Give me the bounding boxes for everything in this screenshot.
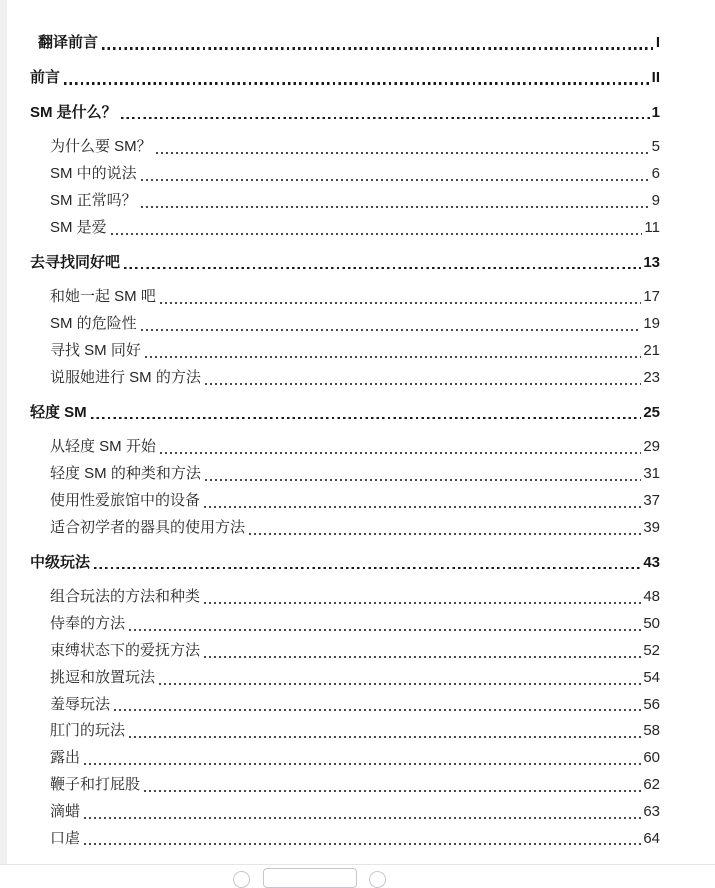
toc-entry-label: 去寻找同好吧 bbox=[30, 253, 121, 271]
toc-entry-row[interactable] bbox=[30, 745, 660, 772]
toc-entry-row[interactable] bbox=[30, 215, 660, 242]
toc-leader-dots bbox=[111, 233, 643, 235]
toc-entry-row[interactable] bbox=[30, 826, 660, 853]
toc-entry-page-number: 25 bbox=[643, 403, 660, 421]
toc-leader-dots bbox=[114, 709, 641, 711]
toc-leader-dots bbox=[204, 506, 641, 508]
toc-leader-dots bbox=[84, 843, 641, 845]
toc-entry-row[interactable] bbox=[30, 515, 660, 542]
toc-entry-page-number: 19 bbox=[643, 315, 660, 333]
toc-entry-row[interactable] bbox=[30, 461, 660, 488]
toc-entry-page-number: 56 bbox=[643, 695, 660, 713]
toc-entry-page-number: 48 bbox=[643, 588, 660, 606]
toc-leader-dots bbox=[141, 329, 642, 331]
toc-entry-page-number: 60 bbox=[643, 749, 660, 767]
toc-entry-row[interactable] bbox=[30, 188, 660, 215]
toc-entry-row[interactable] bbox=[30, 488, 660, 515]
toc-entry-row[interactable] bbox=[30, 400, 660, 427]
toc-entry-page-number: 37 bbox=[643, 491, 660, 509]
toc-entry-label: 从轻度 SM 开始 bbox=[50, 438, 156, 456]
toc-leader-dots bbox=[145, 356, 641, 358]
toc-leader-dots bbox=[91, 417, 642, 419]
toc-entry-label: SM 是什么？ bbox=[30, 103, 117, 121]
reader-footer-bar bbox=[0, 864, 715, 878]
toc-entry-label: 为什么要 SM？ bbox=[50, 138, 152, 156]
toc-leader-dots bbox=[156, 152, 650, 154]
toc-leader-dots bbox=[102, 47, 654, 49]
toc-entry-page-number: 9 bbox=[651, 191, 660, 209]
toc-entry-row[interactable] bbox=[30, 338, 660, 365]
toc-entry-row[interactable] bbox=[30, 250, 660, 277]
toc-entry-label: 寻找 SM 同好 bbox=[50, 341, 141, 359]
toc-entry-page-number: 54 bbox=[643, 668, 660, 686]
toc-entry-row[interactable] bbox=[30, 772, 660, 799]
next-page-button[interactable] bbox=[369, 871, 386, 888]
toc-entry-row[interactable] bbox=[30, 665, 660, 692]
toc-entry-row[interactable] bbox=[30, 284, 660, 311]
toc-entry-page-number: 52 bbox=[643, 641, 660, 659]
toc-entry-page-number: 13 bbox=[643, 253, 660, 271]
toc-entry-label: 中级玩法 bbox=[30, 553, 91, 571]
page-number-input[interactable] bbox=[263, 868, 357, 888]
toc-entry-page-number: 43 bbox=[643, 553, 660, 571]
toc-entry-label: 说服她进行 SM 的方法 bbox=[50, 368, 201, 386]
toc-entry-row[interactable] bbox=[30, 434, 660, 461]
toc-leader-dots bbox=[84, 817, 641, 819]
toc-entry-label: 挑逗和放置玩法 bbox=[50, 668, 156, 686]
toc-entry-row[interactable] bbox=[30, 718, 660, 745]
toc-entry-page-number: 11 bbox=[644, 218, 660, 236]
toc-leader-dots bbox=[205, 479, 641, 481]
toc-entry-label: 滴蜡 bbox=[50, 802, 81, 820]
toc-leader-dots bbox=[141, 206, 650, 208]
toc-entry-label: SM 正常吗？ bbox=[50, 191, 137, 209]
toc-leader-dots bbox=[205, 383, 641, 385]
toc-entry-page-number: 50 bbox=[643, 615, 660, 633]
toc-entry-page-number: 64 bbox=[643, 829, 660, 847]
toc-entry-row[interactable] bbox=[30, 611, 660, 638]
toc-entry-label: 口虐 bbox=[50, 829, 81, 847]
toc-leader-dots bbox=[204, 602, 641, 604]
toc-entry-label: 轻度 SM bbox=[30, 403, 87, 421]
toc-entry-label: SM 是爱 bbox=[50, 218, 107, 236]
toc-entry-row[interactable] bbox=[30, 30, 660, 57]
toc-leader-dots bbox=[249, 533, 641, 535]
toc-entry-label: SM 中的说法 bbox=[50, 165, 137, 183]
toc-leader-dots bbox=[160, 302, 641, 304]
toc-entry-row[interactable] bbox=[30, 365, 660, 392]
toc-entry-row[interactable] bbox=[30, 638, 660, 665]
toc-leader-dots bbox=[94, 567, 641, 569]
toc-entry-label: 肛门的玩法 bbox=[50, 722, 126, 740]
toc-leader-dots bbox=[144, 790, 641, 792]
toc-leader-dots bbox=[124, 267, 641, 269]
toc-entry-row[interactable] bbox=[30, 65, 660, 92]
toc-entry-row[interactable] bbox=[30, 134, 660, 161]
toc-entry-page-number: 39 bbox=[643, 518, 660, 536]
toc-entry-row[interactable] bbox=[30, 161, 660, 188]
toc-leader-dots bbox=[159, 683, 641, 685]
toc-entry-page-number: 62 bbox=[643, 775, 660, 793]
toc-entry-page-number: 17 bbox=[643, 288, 660, 306]
toc-entry-row[interactable] bbox=[30, 584, 660, 611]
toc-entry-page-number: 63 bbox=[643, 802, 660, 820]
toc-entry-page-number: 21 bbox=[643, 341, 660, 359]
toc-entry-label: 翻译前言 bbox=[38, 34, 99, 51]
toc-entry-label: 羞辱玩法 bbox=[50, 695, 111, 713]
toc-entry-label: SM 的危险性 bbox=[50, 315, 137, 333]
previous-page-button[interactable] bbox=[233, 871, 250, 888]
toc-entry-label: 前言 bbox=[30, 68, 61, 86]
toc-leader-dots bbox=[84, 763, 641, 765]
toc-entry-label: 使用性爱旅馆中的设备 bbox=[50, 491, 201, 509]
toc-entry-row[interactable] bbox=[30, 799, 660, 826]
toc-leader-dots bbox=[141, 179, 650, 181]
toc-entry-page-number: 29 bbox=[643, 438, 660, 456]
toc-entry-page-number: 23 bbox=[643, 368, 660, 386]
toc-entry-page-number: 5 bbox=[651, 138, 660, 156]
toc-entry-row[interactable] bbox=[30, 311, 660, 338]
toc-leader-dots bbox=[129, 629, 641, 631]
toc-entry-row[interactable] bbox=[30, 100, 660, 127]
toc-entry-page-number: II bbox=[651, 68, 660, 86]
toc-entry-row[interactable] bbox=[30, 692, 660, 719]
toc-entry-label: 侍奉的方法 bbox=[50, 615, 126, 633]
toc-entry-label: 组合玩法的方法和种类 bbox=[50, 588, 201, 606]
toc-leader-dots bbox=[129, 736, 641, 738]
toc-entry-label: 和她一起 SM 吧 bbox=[50, 288, 156, 306]
toc-entry-page-number: 31 bbox=[643, 465, 660, 483]
toc-entry-label: 鞭子和打屁股 bbox=[50, 775, 141, 793]
toc-entry-label: 轻度 SM 的种类和方法 bbox=[50, 465, 201, 483]
toc-entry-label: 露出 bbox=[50, 749, 81, 767]
toc-leader-dots bbox=[160, 452, 641, 454]
toc-entry-page-number: I bbox=[655, 34, 660, 51]
toc-leader-dots bbox=[204, 656, 641, 658]
toc-leader-dots bbox=[64, 82, 650, 84]
toc-entry-label: 适合初学者的器具的使用方法 bbox=[50, 518, 246, 536]
toc-leader-dots bbox=[121, 117, 650, 119]
toc-entry-page-number: 58 bbox=[643, 722, 660, 740]
page-left-edge bbox=[0, 0, 7, 864]
toc-entry-label: 束缚状态下的爱抚方法 bbox=[50, 641, 201, 659]
toc-entry-page-number: 1 bbox=[651, 103, 660, 121]
toc-entry-row[interactable] bbox=[30, 550, 660, 577]
toc-entry-page-number: 6 bbox=[651, 165, 660, 183]
